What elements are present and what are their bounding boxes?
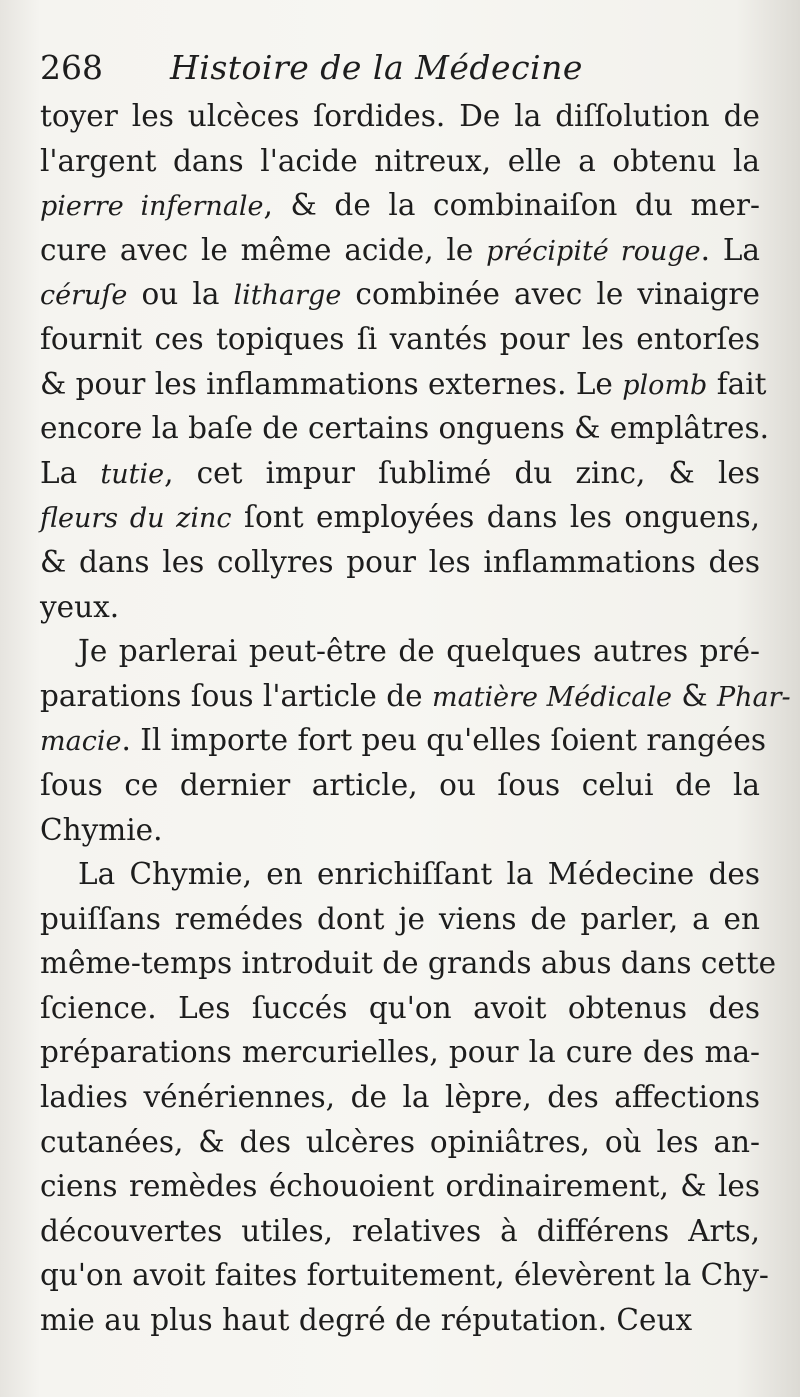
text-line	[40, 228, 760, 273]
text-segment: ladies vénériennes, de la lèpre, des affections	[40, 1080, 760, 1115]
text-segment: préparations mercurielles, pour la cure des ma-	[40, 1035, 760, 1070]
text-line	[40, 986, 760, 1031]
text-segment: . La	[700, 232, 760, 267]
text-line	[40, 674, 791, 719]
text-segment: Chymie.	[40, 812, 163, 847]
text-line	[40, 897, 760, 942]
text-line	[40, 1209, 760, 1254]
text-line	[40, 585, 760, 630]
text-segment: combinée avec le vinaigre	[341, 277, 760, 312]
italic-segment: macie	[40, 726, 122, 758]
text-line	[40, 183, 760, 228]
text-segment: Je parlerai peut-être de quelques autres pré-	[78, 634, 760, 669]
text-line	[40, 1120, 760, 1165]
text-segment: mie au plus haut degré de réputation. Ceux	[40, 1303, 693, 1338]
text-line	[40, 362, 767, 407]
italic-segment: céruſe	[40, 280, 128, 312]
text-segment: yeux.	[40, 589, 120, 624]
body-text	[40, 94, 791, 1343]
text-segment: cutanées, & des ulcères opiniâtres, où les an-	[40, 1124, 760, 1159]
text-segment: cure avec le même acide, le	[40, 232, 487, 267]
italic-segment: Phar-	[717, 681, 791, 713]
text-segment: ſcience. Les ſuccés qu'on avoit obtenus des	[40, 990, 760, 1025]
text-segment: toyer les ulcèces ſordides. De la diſſolution de	[40, 99, 760, 133]
page-number: 268	[40, 48, 103, 87]
text-segment: fournit ces topiques ſi vantés pour les entorſes	[40, 321, 760, 356]
text-segment: & dans les collyres pour les inflammations des	[40, 544, 760, 579]
text-segment: La Chymie, en enrichiſſant la Médecine des	[78, 857, 760, 892]
text-line	[40, 317, 760, 362]
text-segment: , cet impur ſublimé du zinc, & les	[164, 455, 760, 490]
text-line	[40, 1164, 760, 1209]
text-segment: découvertes utiles, relatives à différens Arts,	[40, 1213, 760, 1248]
text-line	[40, 629, 760, 674]
italic-segment: matière Médicale	[431, 681, 672, 713]
text-line	[40, 451, 760, 496]
text-segment: parations ſous l'article de	[40, 678, 432, 713]
italic-segment: plomb	[622, 369, 708, 401]
text-segment: ſous ce dernier article, ou ſous celui de la	[40, 767, 760, 802]
italic-segment: tutie	[100, 458, 165, 490]
running-title: Histoire de la Médecine	[170, 48, 583, 87]
italic-segment: litharge	[233, 280, 342, 312]
text-line	[40, 718, 766, 763]
text-line	[40, 763, 760, 808]
text-line	[40, 1253, 769, 1298]
text-segment: puiſſans remédes dont je viens de parler, a en	[40, 901, 760, 936]
text-segment: encore la baſe de certains onguens & emplâtres.	[40, 411, 770, 446]
text-segment: , & de la combinaiſon du mer-	[263, 188, 760, 223]
text-line	[40, 941, 777, 986]
text-segment: même-temps introduit de grands abus dans cette	[40, 946, 777, 981]
text-line	[40, 272, 760, 317]
text-line	[40, 495, 760, 540]
text-line	[40, 139, 760, 184]
italic-segment: pierre infernale	[40, 191, 264, 223]
text-segment: qu'on avoit faites fortuitement, élevèrent la Chy-	[40, 1258, 769, 1293]
italic-segment: fleurs du zinc	[40, 503, 232, 535]
text-line	[40, 1298, 760, 1343]
text-segment: . Il importe fort peu qu'elles ſoient rangées	[121, 723, 766, 758]
text-segment: fait	[707, 366, 767, 401]
text-segment: ciens remèdes échouoient ordinairement, & les	[40, 1169, 760, 1204]
text-line	[40, 1075, 760, 1120]
text-line	[40, 540, 760, 585]
text-line	[40, 852, 760, 897]
text-segment: ſont employées dans les onguens,	[231, 500, 760, 535]
text-segment: & pour les inflammations externes. Le	[40, 366, 623, 401]
text-line	[40, 1030, 760, 1075]
text-segment: &	[671, 678, 717, 713]
text-segment: ou la	[127, 277, 234, 312]
text-segment: La	[40, 455, 101, 490]
text-line	[40, 406, 770, 451]
italic-segment: précipité rouge	[486, 235, 701, 267]
text-segment: l'argent dans l'acide nitreux, elle a obtenu la	[40, 143, 760, 178]
text-line	[40, 94, 760, 139]
text-line	[40, 808, 760, 853]
running-header	[38, 40, 740, 100]
